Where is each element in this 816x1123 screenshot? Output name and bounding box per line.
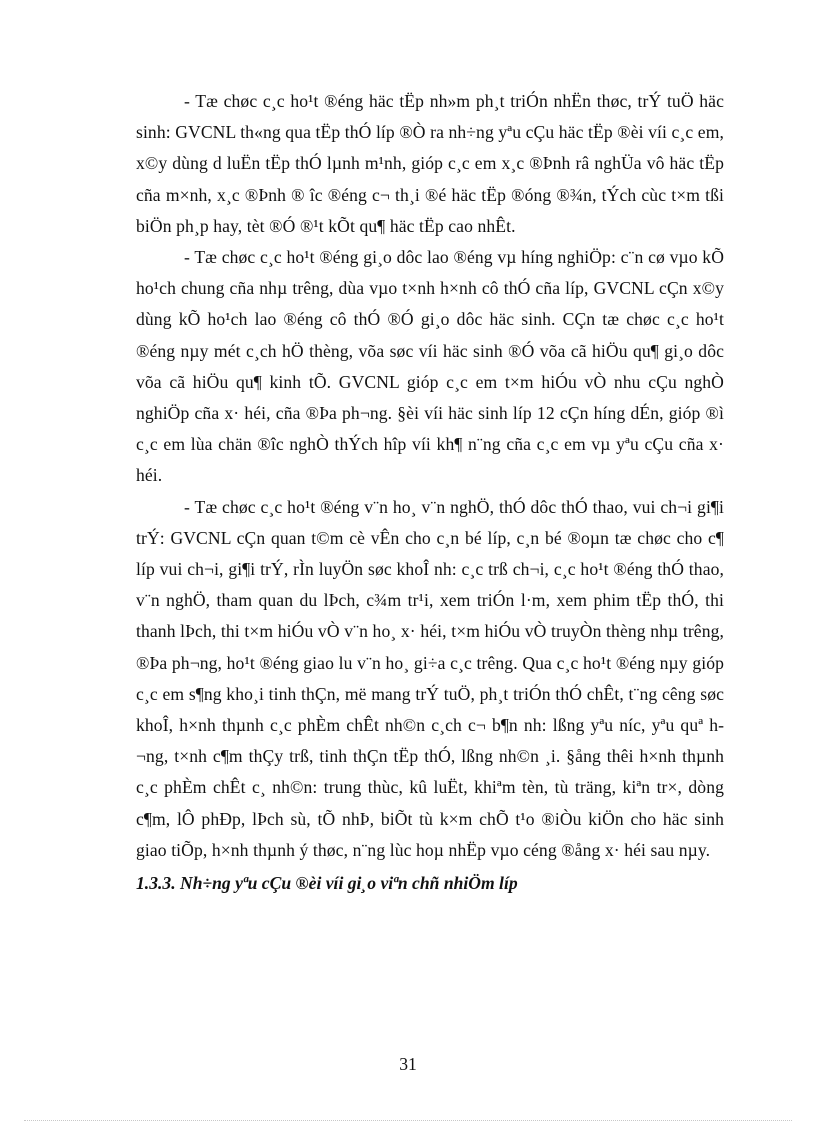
paragraph-cultural-sports-activities: - Tæ chøc c¸c ho¹t ®éng v¨n ho¸ v¨n nghÖ, thÓ dôc thÓ thao, vui ch¬i gi¶i trÝ: GVCNL cÇn quan t©m cè vÊn cho c¸n bé líp, c¸n bé ®oµn tæ chøc cho c¶ líp vui ch¬i, gi¶i trÝ, rÌn luyÖn søc khoÎ nh: c¸c trß ch¬i, c¸c ho¹t ®éng thÓ thao, v¨n nghÖ, tham quan du lÞch, c¾m tr¹i, xem triÓn l·m, xem phim tËp thÓ, thi thanh lÞch, thi t×m hiÓu vÒ v¨n ho¸ x· héi, t×m hiÓu vÒ truyÒn thèng nhµ trêng, ®Þa ph¬ng, ho¹t ®éng giao lu v¨n ho¸ gi÷a c¸c trêng. Qua c¸c ho¹t ®éng nµy gióp c¸c em s¶ng kho¸i tinh thÇn, më mang trÝ tuÖ, ph¸t triÓn thÓ chÊt, t¨ng cêng søc khoÎ, h×nh thµnh c¸c phÈm chÊt nh©n c¸ch c¬ b¶n nh: lßng yªu níc, yªu quª h¬ng, t×nh c¶m thÇy trß, tinh thÇn tËp thÓ, lßng nh©n ¸i. §ång thêi h×nh thµnh c¸c phÈm chÊt c¸ nh©n: trung thùc, kû luËt, khiªm tèn, tù träng, kiªn tr×, dòng c¶m, lÔ phÐp, lÞch sù, tÕ nhÞ, biÕt tù k×m chÕ t¹o ®iÒu kiÖn cho häc sinh giao tiÕp, h×nh thµnh ý thøc, n¨ng lùc hoµ nhËp vµo céng ®ång x· héi sau nµy. — [136, 496, 724, 860]
page-body — [136, 86, 724, 899]
section-heading: 1.3.3. Nh÷ng yªu cÇu ®èi víi gi¸o viªn chñ nhiÖm líp — [136, 873, 518, 894]
page-bottom-divider — [24, 1120, 792, 1121]
page-number: 31 — [399, 1054, 417, 1074]
paragraph-cognitive-activities: - Tæ chøc c¸c ho¹t ®éng häc tËp nh»m ph¸t triÓn nhËn thøc, trÝ tuÖ häc sinh: GVCNL th«ng qua tËp thÓ líp ®Ò ra nh÷ng yªu cÇu häc tËp ®èi víi c¸c em, x©y dùng d luËn tËp thÓ lµnh m¹nh, gióp c¸c em x¸c ®Þnh râ nghÜa vô häc tËp cña m×nh, x¸c ®Þnh ® îc ®éng c¬ th¸i ®é häc tËp ®óng ®¾n, tÝch cùc t×m tßi biÖn ph¸p hay, tèt ®Ó ®¹t kÕt qu¶ häc tËp cao nhÊt. — [136, 91, 724, 236]
paragraph-labor-career-activities: - Tæ chøc c¸c ho¹t ®éng gi¸o dôc lao ®éng vµ híng nghiÖp: c¨n cø vµo kÕ ho¹ch chung cña nhµ trêng, dùa vµo t×nh h×nh cô thÓ cña líp, GVCNL cÇn x©y dùng kÕ ho¹ch lao ®éng cô thÓ ®Ó gi¸o dôc häc sinh. CÇn tæ chøc c¸c ho¹t ®éng nµy mét c¸ch hÖ thèng, võa søc víi häc sinh ®Ó võa cã hiÖu qu¶ gi¸o dôc võa cã hiÖu qu¶ kinh tÕ. GVCNL gióp c¸c em t×m hiÓu vÒ nhu cÇu nghÒ nghiÖp cña x· héi, cña ®Þa ph¬ng. §èi víi häc sinh líp 12 cÇn híng dÉn, gióp ®ì c¸c em lùa chän ®îc nghÒ thÝch hîp víi kh¶ n¨ng cña c¸c em vµ yªu cÇu cña x· héi. — [136, 247, 724, 486]
